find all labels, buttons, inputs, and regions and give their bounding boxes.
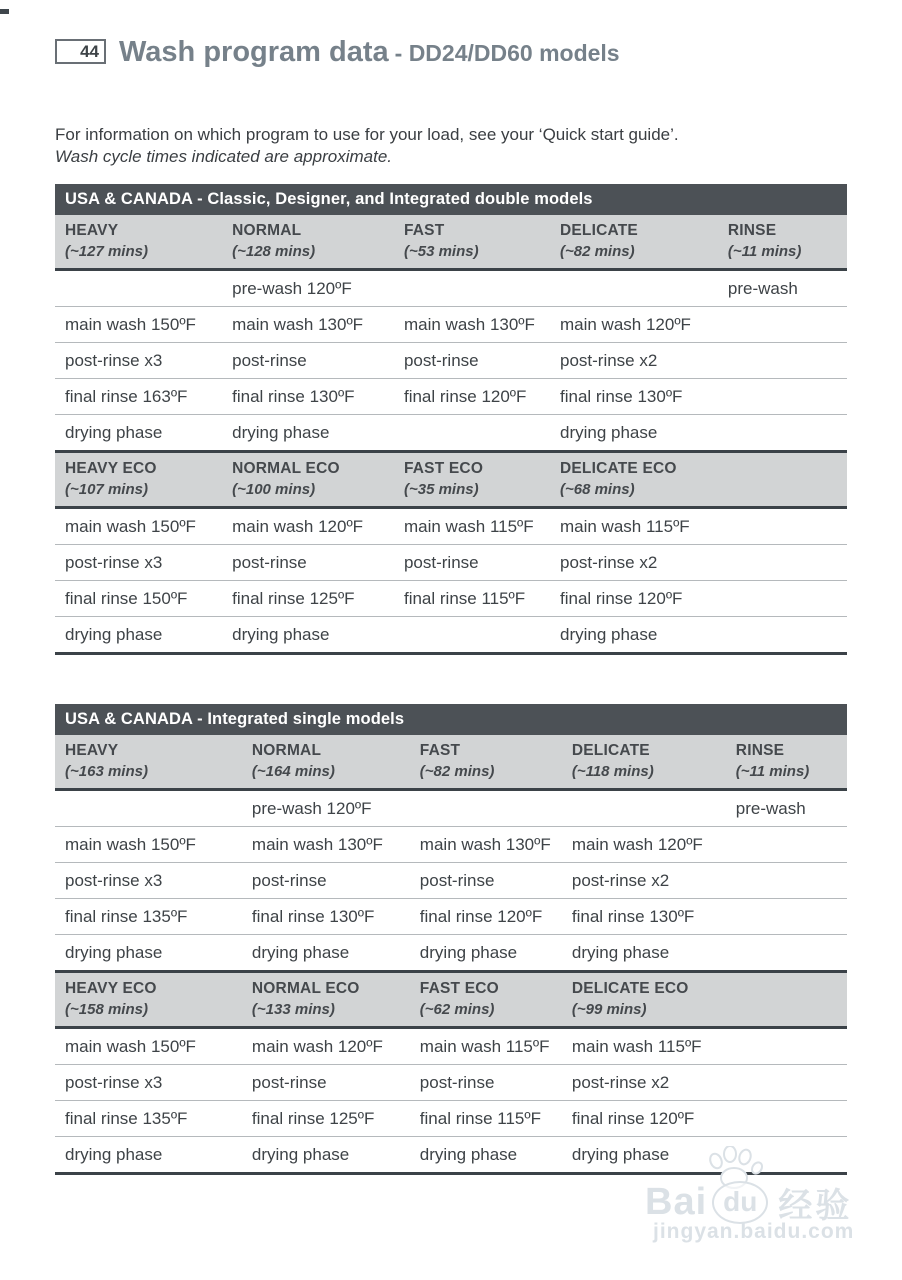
- phase-cell: post-rinse x2: [571, 1072, 670, 1092]
- phase-cell: post-rinse: [251, 1072, 327, 1092]
- phase-cell: final rinse 125ºF: [251, 1108, 375, 1128]
- phase-cell: pre-wash: [727, 278, 798, 298]
- phase-cell: post-rinse x3: [65, 552, 163, 572]
- column-header: [718, 220, 847, 262]
- phase-cell: main wash 150ºF: [65, 1036, 196, 1056]
- phase-cell: post-rinse x2: [559, 552, 658, 572]
- column-header: [222, 458, 394, 500]
- page-header: [55, 36, 620, 69]
- phase-cell: main wash 150ºF: [65, 314, 196, 334]
- table-row: [55, 617, 847, 652]
- phase-cell: main wash 115ºF: [419, 1036, 550, 1056]
- column-header: [55, 740, 242, 782]
- watermark: [645, 1146, 900, 1246]
- table-row: [55, 415, 847, 450]
- program-duration: (~158 mins): [65, 1001, 148, 1018]
- watermark-brand-bai: Bai: [645, 1181, 708, 1223]
- phase-cell: final rinse 135ºF: [65, 906, 188, 926]
- table-row: [55, 581, 847, 617]
- phase-cell: final rinse 120ºF: [559, 588, 683, 608]
- phase-cell: drying phase: [419, 1144, 518, 1164]
- column-header: [550, 458, 718, 500]
- column-header: [222, 220, 394, 262]
- phase-cell: post-rinse: [419, 870, 495, 890]
- phase-cell: post-rinse: [251, 870, 327, 890]
- phase-cell: final rinse 125ºF: [232, 588, 355, 608]
- phase-cell: drying phase: [65, 1144, 163, 1164]
- phase-cell: final rinse 120ºF: [571, 1108, 695, 1128]
- column-header: [242, 740, 410, 782]
- table-title-bar: USA & CANADA - Classic, Designer, and Integrated double models: [55, 184, 847, 215]
- program-duration: (~11 mins): [735, 763, 810, 780]
- program-duration: (~11 mins): [727, 243, 802, 260]
- phase-cell: main wash 130ºF: [403, 314, 535, 334]
- program-name: FAST: [403, 222, 445, 239]
- program-duration: (~99 mins): [571, 1001, 647, 1018]
- phase-cell: post-rinse: [403, 350, 479, 370]
- phase-cell: final rinse 120ºF: [403, 386, 527, 406]
- page-title-main: Wash program data: [119, 36, 389, 68]
- phase-cell: drying phase: [559, 422, 658, 442]
- program-name: NORMAL ECO: [232, 460, 340, 477]
- program-duration: (~68 mins): [559, 481, 635, 498]
- table-row: [55, 935, 847, 970]
- phase-cell: main wash 150ºF: [65, 516, 196, 536]
- table-row: [55, 509, 847, 545]
- phase-cell: drying phase: [419, 942, 518, 962]
- program-duration: (~127 mins): [65, 243, 148, 260]
- program-name: FAST: [419, 742, 461, 759]
- program-name: FAST ECO: [403, 460, 484, 477]
- column-header: [562, 978, 726, 1020]
- column-header: [562, 740, 726, 782]
- phase-cell: final rinse 135ºF: [65, 1108, 188, 1128]
- program-duration: (~62 mins): [419, 1001, 495, 1018]
- program-duration: (~128 mins): [232, 243, 316, 260]
- watermark-url: jingyan.baidu.com: [653, 1220, 855, 1243]
- phase-cell: pre-wash 120ºF: [251, 798, 372, 818]
- program-duration: (~82 mins): [559, 243, 635, 260]
- program-name: DELICATE ECO: [559, 460, 677, 477]
- table-row: [55, 545, 847, 581]
- program-header-row: [55, 735, 847, 791]
- phase-cell: main wash 120ºF: [251, 1036, 383, 1056]
- page-edge-mark: [0, 9, 9, 14]
- table-title-bar: USA & CANADA - Integrated single models: [55, 704, 847, 735]
- eco-header-row: [55, 450, 847, 509]
- program-duration: (~107 mins): [65, 481, 148, 498]
- program-name: NORMAL ECO: [251, 980, 360, 997]
- phase-cell: main wash 120ºF: [559, 314, 691, 334]
- phase-cell: drying phase: [65, 422, 163, 442]
- phase-cell: post-rinse x2: [571, 870, 670, 890]
- program-name: HEAVY ECO: [65, 460, 157, 477]
- program-duration: (~133 mins): [251, 1001, 335, 1018]
- table-row: [55, 899, 847, 935]
- phase-cell: drying phase: [251, 1144, 350, 1164]
- phase-cell: drying phase: [571, 942, 670, 962]
- program-name: RINSE: [735, 742, 785, 759]
- phase-cell: main wash 120ºF: [571, 834, 703, 854]
- phase-cell: main wash 130ºF: [419, 834, 551, 854]
- watermark-brand-cn: 经验: [778, 1187, 853, 1225]
- phase-cell: drying phase: [232, 422, 330, 442]
- phase-cell: main wash 115ºF: [403, 516, 534, 536]
- phase-cell: final rinse 150ºF: [65, 588, 188, 608]
- intro-line-1: For information on which program to use for your load, see your ‘Quick start guide’.: [55, 125, 679, 144]
- column-header: [726, 978, 847, 1020]
- program-name: FAST ECO: [419, 980, 499, 997]
- program-table-2: [55, 704, 847, 1175]
- phase-cell: drying phase: [559, 624, 658, 644]
- column-header: [394, 458, 550, 500]
- program-header-row: [55, 215, 847, 271]
- phase-cell: post-rinse x3: [65, 1072, 163, 1092]
- watermark-brand-du: du: [712, 1181, 768, 1224]
- phase-cell: main wash 115ºF: [571, 1036, 702, 1056]
- column-header: [55, 978, 242, 1020]
- table-row: [55, 307, 847, 343]
- phase-cell: final rinse 163ºF: [65, 386, 188, 406]
- program-name: RINSE: [727, 222, 777, 239]
- program-duration: (~163 mins): [65, 763, 148, 780]
- phase-cell: final rinse 130ºF: [232, 386, 355, 406]
- phase-cell: main wash 130ºF: [232, 314, 364, 334]
- column-header: [55, 220, 222, 262]
- phase-cell: drying phase: [65, 624, 163, 644]
- program-name: HEAVY: [65, 742, 119, 759]
- program-duration: (~82 mins): [419, 763, 495, 780]
- table-row: [55, 1065, 847, 1101]
- phase-cell: drying phase: [251, 942, 350, 962]
- page-title: [119, 36, 620, 69]
- phase-cell: post-rinse x2: [559, 350, 658, 370]
- phase-cell: post-rinse x3: [65, 870, 163, 890]
- phase-cell: final rinse 130ºF: [571, 906, 695, 926]
- phase-cell: post-rinse: [419, 1072, 495, 1092]
- column-header: [410, 978, 562, 1020]
- phase-cell: drying phase: [65, 942, 163, 962]
- phase-cell: post-rinse: [403, 552, 479, 572]
- program-name: NORMAL: [232, 222, 302, 239]
- column-header: [726, 740, 847, 782]
- column-header: [394, 220, 550, 262]
- table-row: [55, 827, 847, 863]
- phase-cell: drying phase: [232, 624, 330, 644]
- table-row: [55, 343, 847, 379]
- phase-cell: final rinse 120ºF: [419, 906, 543, 926]
- table-row: [55, 791, 847, 827]
- program-name: NORMAL: [251, 742, 322, 759]
- eco-header-row: [55, 970, 847, 1029]
- column-header: [242, 978, 410, 1020]
- program-name: DELICATE ECO: [571, 980, 689, 997]
- column-header: [55, 458, 222, 500]
- phase-cell: main wash 130ºF: [251, 834, 383, 854]
- table-row: [55, 1101, 847, 1137]
- phase-cell: final rinse 115ºF: [419, 1108, 541, 1128]
- intro-line-2: Wash cycle times indicated are approximate.: [55, 147, 393, 166]
- phase-cell: drying phase: [571, 1144, 670, 1164]
- phase-cell: pre-wash 120ºF: [232, 278, 352, 298]
- phase-cell: final rinse 115ºF: [403, 588, 526, 608]
- wash-program-tables: [55, 184, 847, 1175]
- phase-cell: post-rinse: [232, 552, 307, 572]
- program-duration: (~53 mins): [403, 243, 479, 260]
- table-row: [55, 1029, 847, 1065]
- phase-cell: final rinse 130ºF: [559, 386, 683, 406]
- phase-cell: post-rinse: [232, 350, 307, 370]
- phase-cell: main wash 150ºF: [65, 834, 196, 854]
- program-name: HEAVY ECO: [65, 980, 157, 997]
- program-name: DELICATE: [571, 742, 650, 759]
- program-name: HEAVY: [65, 222, 119, 239]
- program-duration: (~100 mins): [232, 481, 316, 498]
- intro-paragraph: [55, 124, 679, 168]
- program-name: DELICATE: [559, 222, 638, 239]
- program-duration: (~164 mins): [251, 763, 335, 780]
- table-row: [55, 863, 847, 899]
- program-duration: (~118 mins): [571, 763, 654, 780]
- column-header: [550, 220, 718, 262]
- page-number: 44: [80, 42, 99, 61]
- phase-cell: pre-wash: [735, 798, 806, 818]
- column-header: [718, 458, 847, 500]
- phase-cell: post-rinse x3: [65, 350, 163, 370]
- phase-cell: main wash 120ºF: [232, 516, 364, 536]
- table-row: [55, 379, 847, 415]
- phase-cell: final rinse 130ºF: [251, 906, 375, 926]
- page-title-suffix: - DD24/DD60 models: [394, 40, 620, 66]
- program-table-1: [55, 184, 847, 655]
- program-duration: (~35 mins): [403, 481, 479, 498]
- table-row: [55, 271, 847, 307]
- page-number-box: [55, 39, 106, 64]
- phase-cell: main wash 115ºF: [559, 516, 690, 536]
- column-header: [410, 740, 562, 782]
